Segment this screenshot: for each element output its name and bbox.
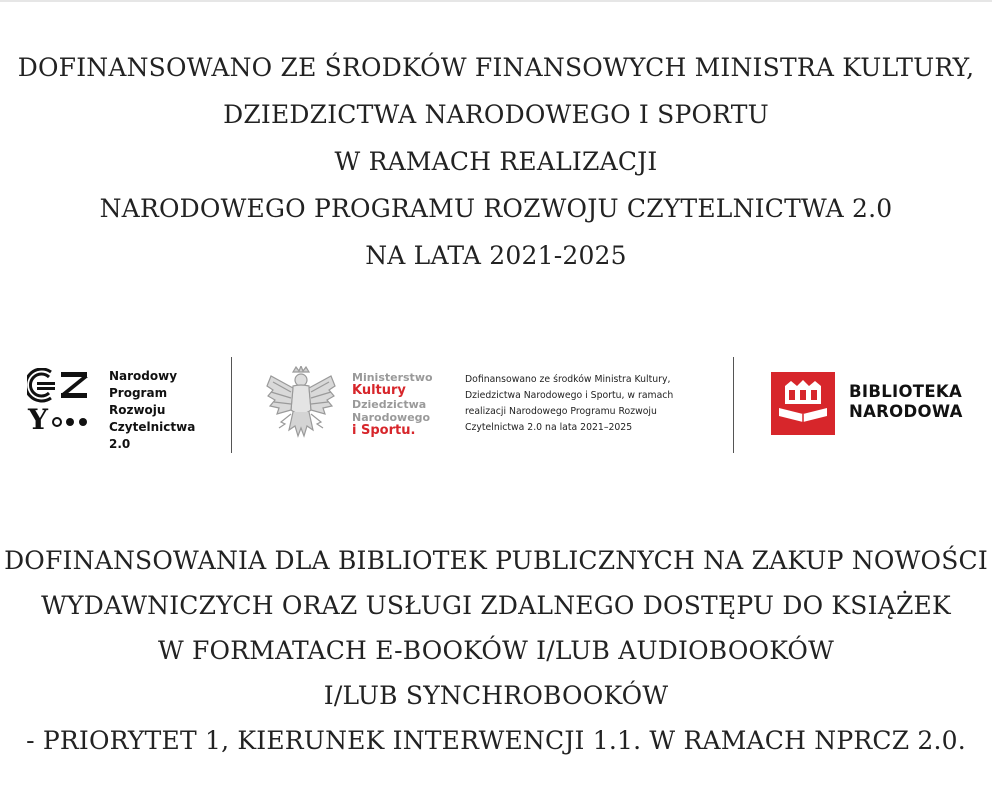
nprc-line: Rozwoju (109, 403, 166, 417)
sponsor-logos-row (0, 350, 992, 460)
heading-line: - PRIORYTET 1, KIERUNEK INTERWENCJI 1.1. W RAMACH NPRCZ 2.0. (26, 726, 966, 755)
ministry-funding-note (465, 372, 673, 436)
note-line: Czytelnictwa 2.0 na lata 2021–2025 (465, 422, 633, 433)
heading-line: W RAMACH REALIZACJI (334, 147, 658, 176)
note-line: Dziedzictwa Narodowego i Sportu, w ramach (465, 390, 674, 401)
note-line: realizacji Narodowego Programu Rozwoju (465, 406, 657, 417)
nprc-logo-text (109, 368, 195, 453)
crown-book-icon (771, 372, 835, 435)
funding-heading (0, 44, 992, 279)
heading-line: NA LATA 2021-2025 (365, 241, 627, 270)
heading-line: DOFINANSOWANO ZE ŚRODKÓW FINANSOWYCH MINISTRA KULTURY, (17, 53, 975, 82)
heading-line: DOFINANSOWANIA DLA BIBLIOTEK PUBLICZNYCH NA ZAKUP NOWOŚCI (4, 546, 988, 575)
nprc-line: Program (109, 386, 168, 400)
program-heading (0, 538, 992, 763)
nprc-logo (27, 368, 207, 454)
nprc-line: Narodowy (109, 369, 178, 383)
ministry-logo-text (352, 371, 433, 438)
ministry-line-accent: i Sportu. (352, 423, 416, 438)
ministry-line: Ministerstwo (352, 371, 433, 384)
ministry-line: Narodowego (352, 411, 431, 424)
heading-line: DZIEDZICTWA NARODOWEGO I SPORTU (223, 100, 769, 129)
heading-line: I/LUB SYNCHROBOOKÓW (323, 681, 669, 710)
note-line: Dofinansowano ze środków Ministra Kultury, (465, 374, 671, 385)
bn-line: BIBLIOTEKA (849, 382, 963, 401)
heading-line: NARODOWEGO PROGRAMU ROZWOJU CZYTELNICTWA 2.0 (99, 194, 893, 223)
nprc-logo-icon (27, 368, 97, 434)
ministry-line-accent: Kultury (352, 383, 406, 398)
heading-line: W FORMATACH E-BOOKÓW I/LUB AUDIOBOOKÓW (157, 636, 835, 665)
logo-divider (231, 357, 232, 453)
nprc-line: Czytelnictwa (109, 420, 196, 434)
logo-divider (733, 357, 734, 453)
nprc-line: 2.0 (109, 437, 131, 451)
ministry-line: Dziedzictwa (352, 398, 427, 411)
polish-eagle-emblem-icon (265, 366, 337, 442)
top-rule (0, 0, 992, 2)
svg-text:Y: Y (28, 403, 48, 434)
bn-line: NARODOWA (849, 402, 963, 421)
heading-line: WYDAWNICZYCH ORAZ USŁUGI ZDALNEGO DOSTĘPU DO KSIĄŻEK (41, 591, 951, 620)
biblioteka-narodowa-logo-text (849, 382, 963, 422)
